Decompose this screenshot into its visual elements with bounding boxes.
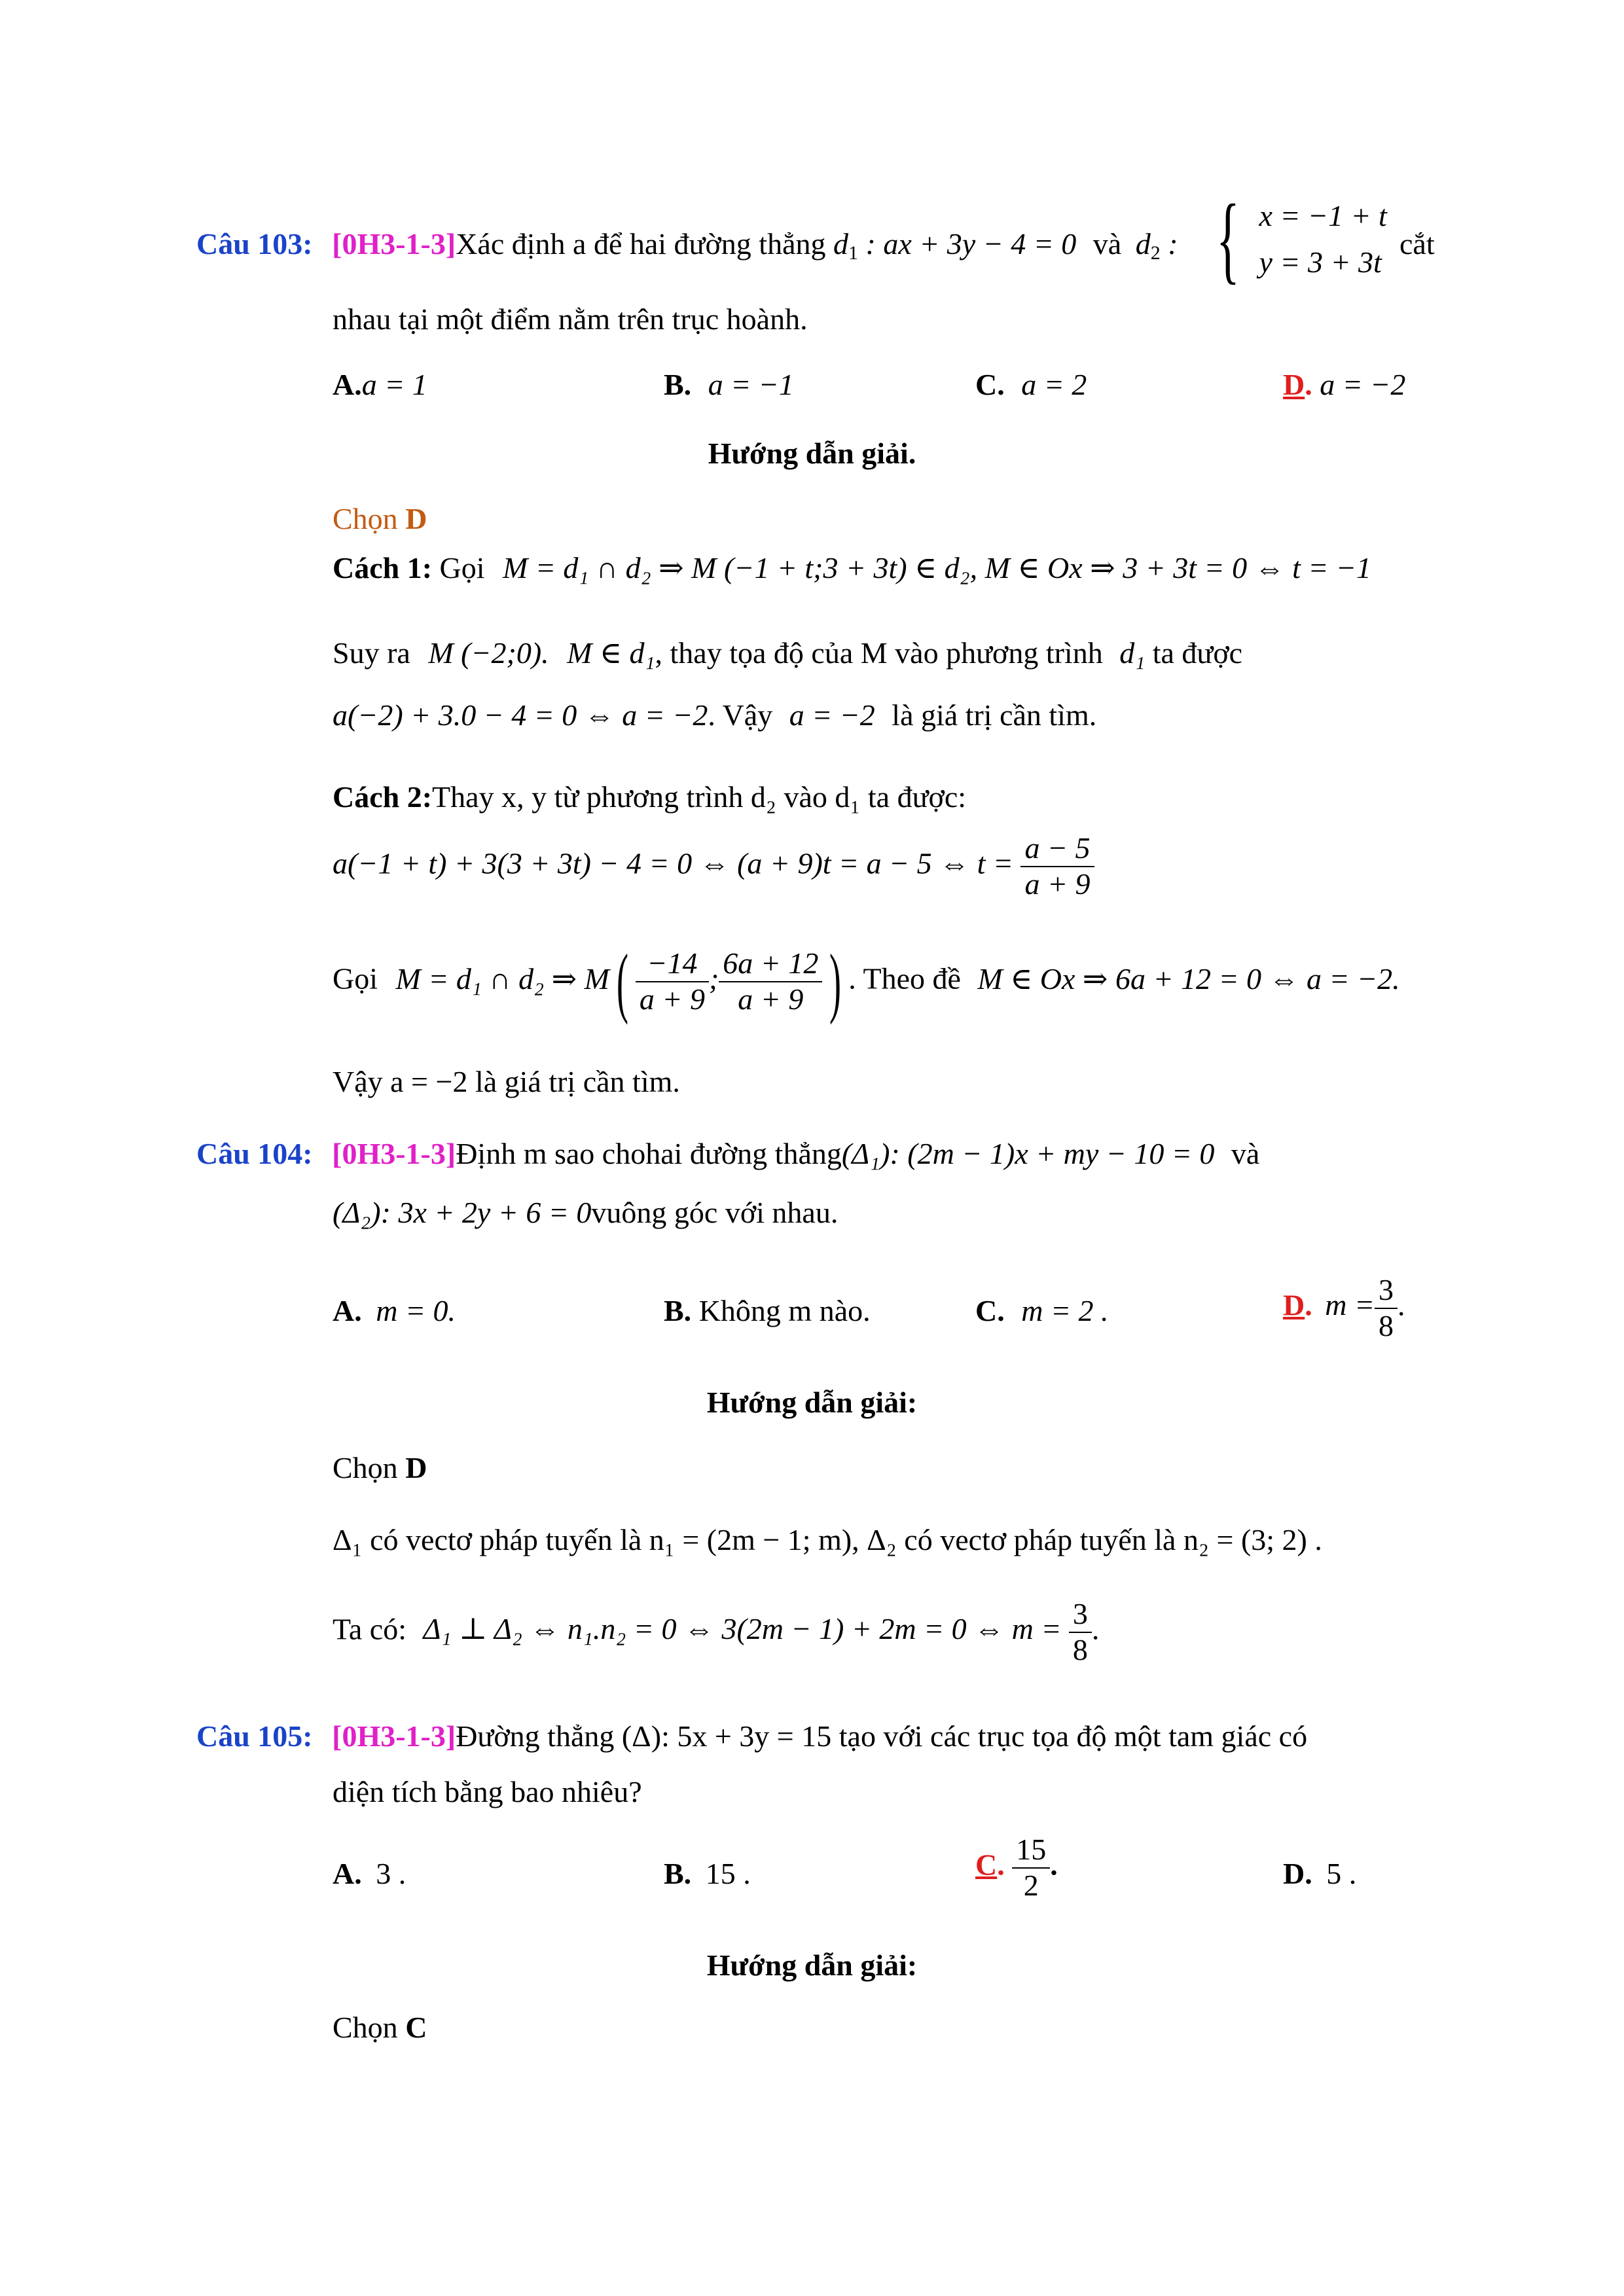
q105-option-d[interactable]: D. 5 . (1283, 1857, 1357, 1890)
q103-line3: a(−2) + 3.0 − 4 = 0 ⇔ a = −2. Vậy a = −2 là giá trị cần tìm. (333, 698, 1097, 732)
q103-line2: Suy ra M (−2;0). M ∈ d₁, thay tọa độ của M vào phương trình d₁ ta được (333, 636, 1243, 670)
q103-text2: cắt (1399, 227, 1435, 260)
q103-option-c[interactable]: C. a = 2 (975, 368, 1087, 401)
q103-sys-eq1: x = −1 + t (1259, 198, 1387, 232)
q103-tag: [0H3-1-3] (332, 227, 456, 260)
q104-question-line1: Câu 104: [0H3-1-3]Định m sao chohai đường thẳng(Δ₁): (2m − 1)x + my − 10 = 0 và (196, 1137, 1260, 1170)
q105-text1: Đường thẳng (Δ): 5x + 3y = 15 tạo với các trục tọa độ một tam giác có (456, 1719, 1308, 1753)
q104-option-a[interactable]: A. m = 0. (333, 1294, 456, 1327)
q105-tag: [0H3-1-3] (332, 1719, 456, 1753)
q103-brace: { (1216, 185, 1240, 293)
q105-option-c-fraction: $\frac{15}{2}$ (1012, 1833, 1050, 1903)
q103-d1-symbol: $d_1$ (833, 227, 859, 264)
q105-choose: Chọn C (333, 2011, 427, 2044)
q104-solution-heading: Hướng dẫn giải: (706, 1386, 918, 1419)
q105-solution-heading: Hướng dẫn giải: (706, 1948, 918, 1982)
q104-option-d-fraction: $\frac{3}{8}$ (1375, 1273, 1398, 1344)
q103-system (1204, 185, 1387, 293)
q103-and: và (1092, 227, 1122, 260)
q104-option-d[interactable]: D. m = $\frac{3}{8}$ . (1283, 1273, 1405, 1342)
q105-option-b[interactable]: B. 15 . (664, 1857, 751, 1890)
q104-option-b[interactable]: B. Không m nào. (664, 1294, 871, 1327)
q103-method1: Cách 1: Gọi M = d₁ ∩ d₂ ⇒ M (−1 + t;3 + 3t) ∈ d₂, M ∈ Ox ⇒ 3 + 3t = 0 ⇔ t = −1 (333, 551, 1371, 584)
q104-choose: Chọn D (333, 1451, 427, 1484)
q103-solution-heading: Hướng dẫn giải. (708, 437, 916, 470)
q104-text1: Định m sao chohai đường thẳng (456, 1137, 842, 1170)
q105-option-c[interactable]: C. $\frac{15}{2}$ . (975, 1833, 1058, 1902)
q104-tag: [0H3-1-3] (332, 1137, 456, 1170)
q103-question-line1 (196, 226, 1178, 262)
q103-option-d[interactable]: D. a = −2 (1283, 368, 1406, 401)
q103-d2-symbol: $d_2$ : (1135, 227, 1178, 264)
q103-option-b[interactable]: B. a = −1 (664, 368, 794, 401)
q103-intersection-line: Gọi M = d₁ ∩ d₂ ⇒ M( $\frac{-14}{a + 9}$ ; $\frac{6a + 12}{a + 9}$ ) . Theo đề M ∈ Ox ⇒ 6a + 12 = 0 ⇔ a = −2. (333, 938, 1400, 1025)
q105-label: Câu 105: (196, 1719, 313, 1753)
q105-option-a[interactable]: A. 3 . (333, 1857, 406, 1890)
q103-x-fraction: $\frac{-14}{a + 9}$ (636, 946, 709, 1017)
q104-question-line2: (Δ₂): 3x + 2y + 6 = 0vuông góc với nhau. (333, 1196, 839, 1229)
q104-label: Câu 104: (196, 1137, 313, 1170)
q103-text3: nhau tại một điểm nằm trên trục hoành. (333, 302, 808, 336)
q105-question-line2: diện tích bằng bao nhiêu? (333, 1775, 642, 1808)
q104-perpendicular-condition: Ta có: Δ₁ ⊥ Δ₂ ⇔ n₁.n₂ = 0 ⇔ 3(2m − 1) + 2m = 0 ⇔ m = $\frac{3}{8}$ . (333, 1597, 1100, 1666)
q103-conclusion: Vậy a = −2 là giá trị cần tìm. (333, 1065, 680, 1098)
q103-sys-eq2: y = 3 + 3t (1259, 245, 1382, 279)
q104-eq1: (Δ₁): (2m − 1)x + my − 10 = 0 (841, 1137, 1215, 1170)
q103-t-fraction: $\frac{a - 5}{a + 9}$ (1020, 831, 1094, 902)
q103-label: Câu 103: (196, 227, 313, 260)
q103-method2-equation: a(−1 + t) + 3(3 + 3t) − 4 = 0 ⇔ (a + 9)t = a − 5 ⇔ t = $\frac{a - 5}{a + 9}$ (333, 831, 1094, 902)
q103-option-a[interactable]: A.a = 1 (333, 368, 427, 401)
q105-question-line1 (196, 1718, 1307, 1754)
q103-y-fraction: $\frac{6a + 12}{a + 9}$ (719, 946, 822, 1017)
q104-option-c[interactable]: C. m = 2 . (975, 1294, 1109, 1327)
q103-choose: Chọn D (333, 502, 427, 535)
q103-eq1: : ax + 3y − 4 = 0 (865, 227, 1077, 260)
q104-m-fraction: $\frac{3}{8}$ (1069, 1597, 1092, 1668)
q104-normal-vectors: Δ₁ có vectơ pháp tuyến là n₁ = (2m − 1; m), Δ₂ có vectơ pháp tuyến là n₂ = (3; 2) . (333, 1523, 1322, 1556)
q103-method2: Cách 2:Thay x, y từ phương trình d₂ vào d₁ ta được: (333, 780, 967, 814)
q103-text1: Xác định a để hai đường thẳng (456, 227, 826, 260)
